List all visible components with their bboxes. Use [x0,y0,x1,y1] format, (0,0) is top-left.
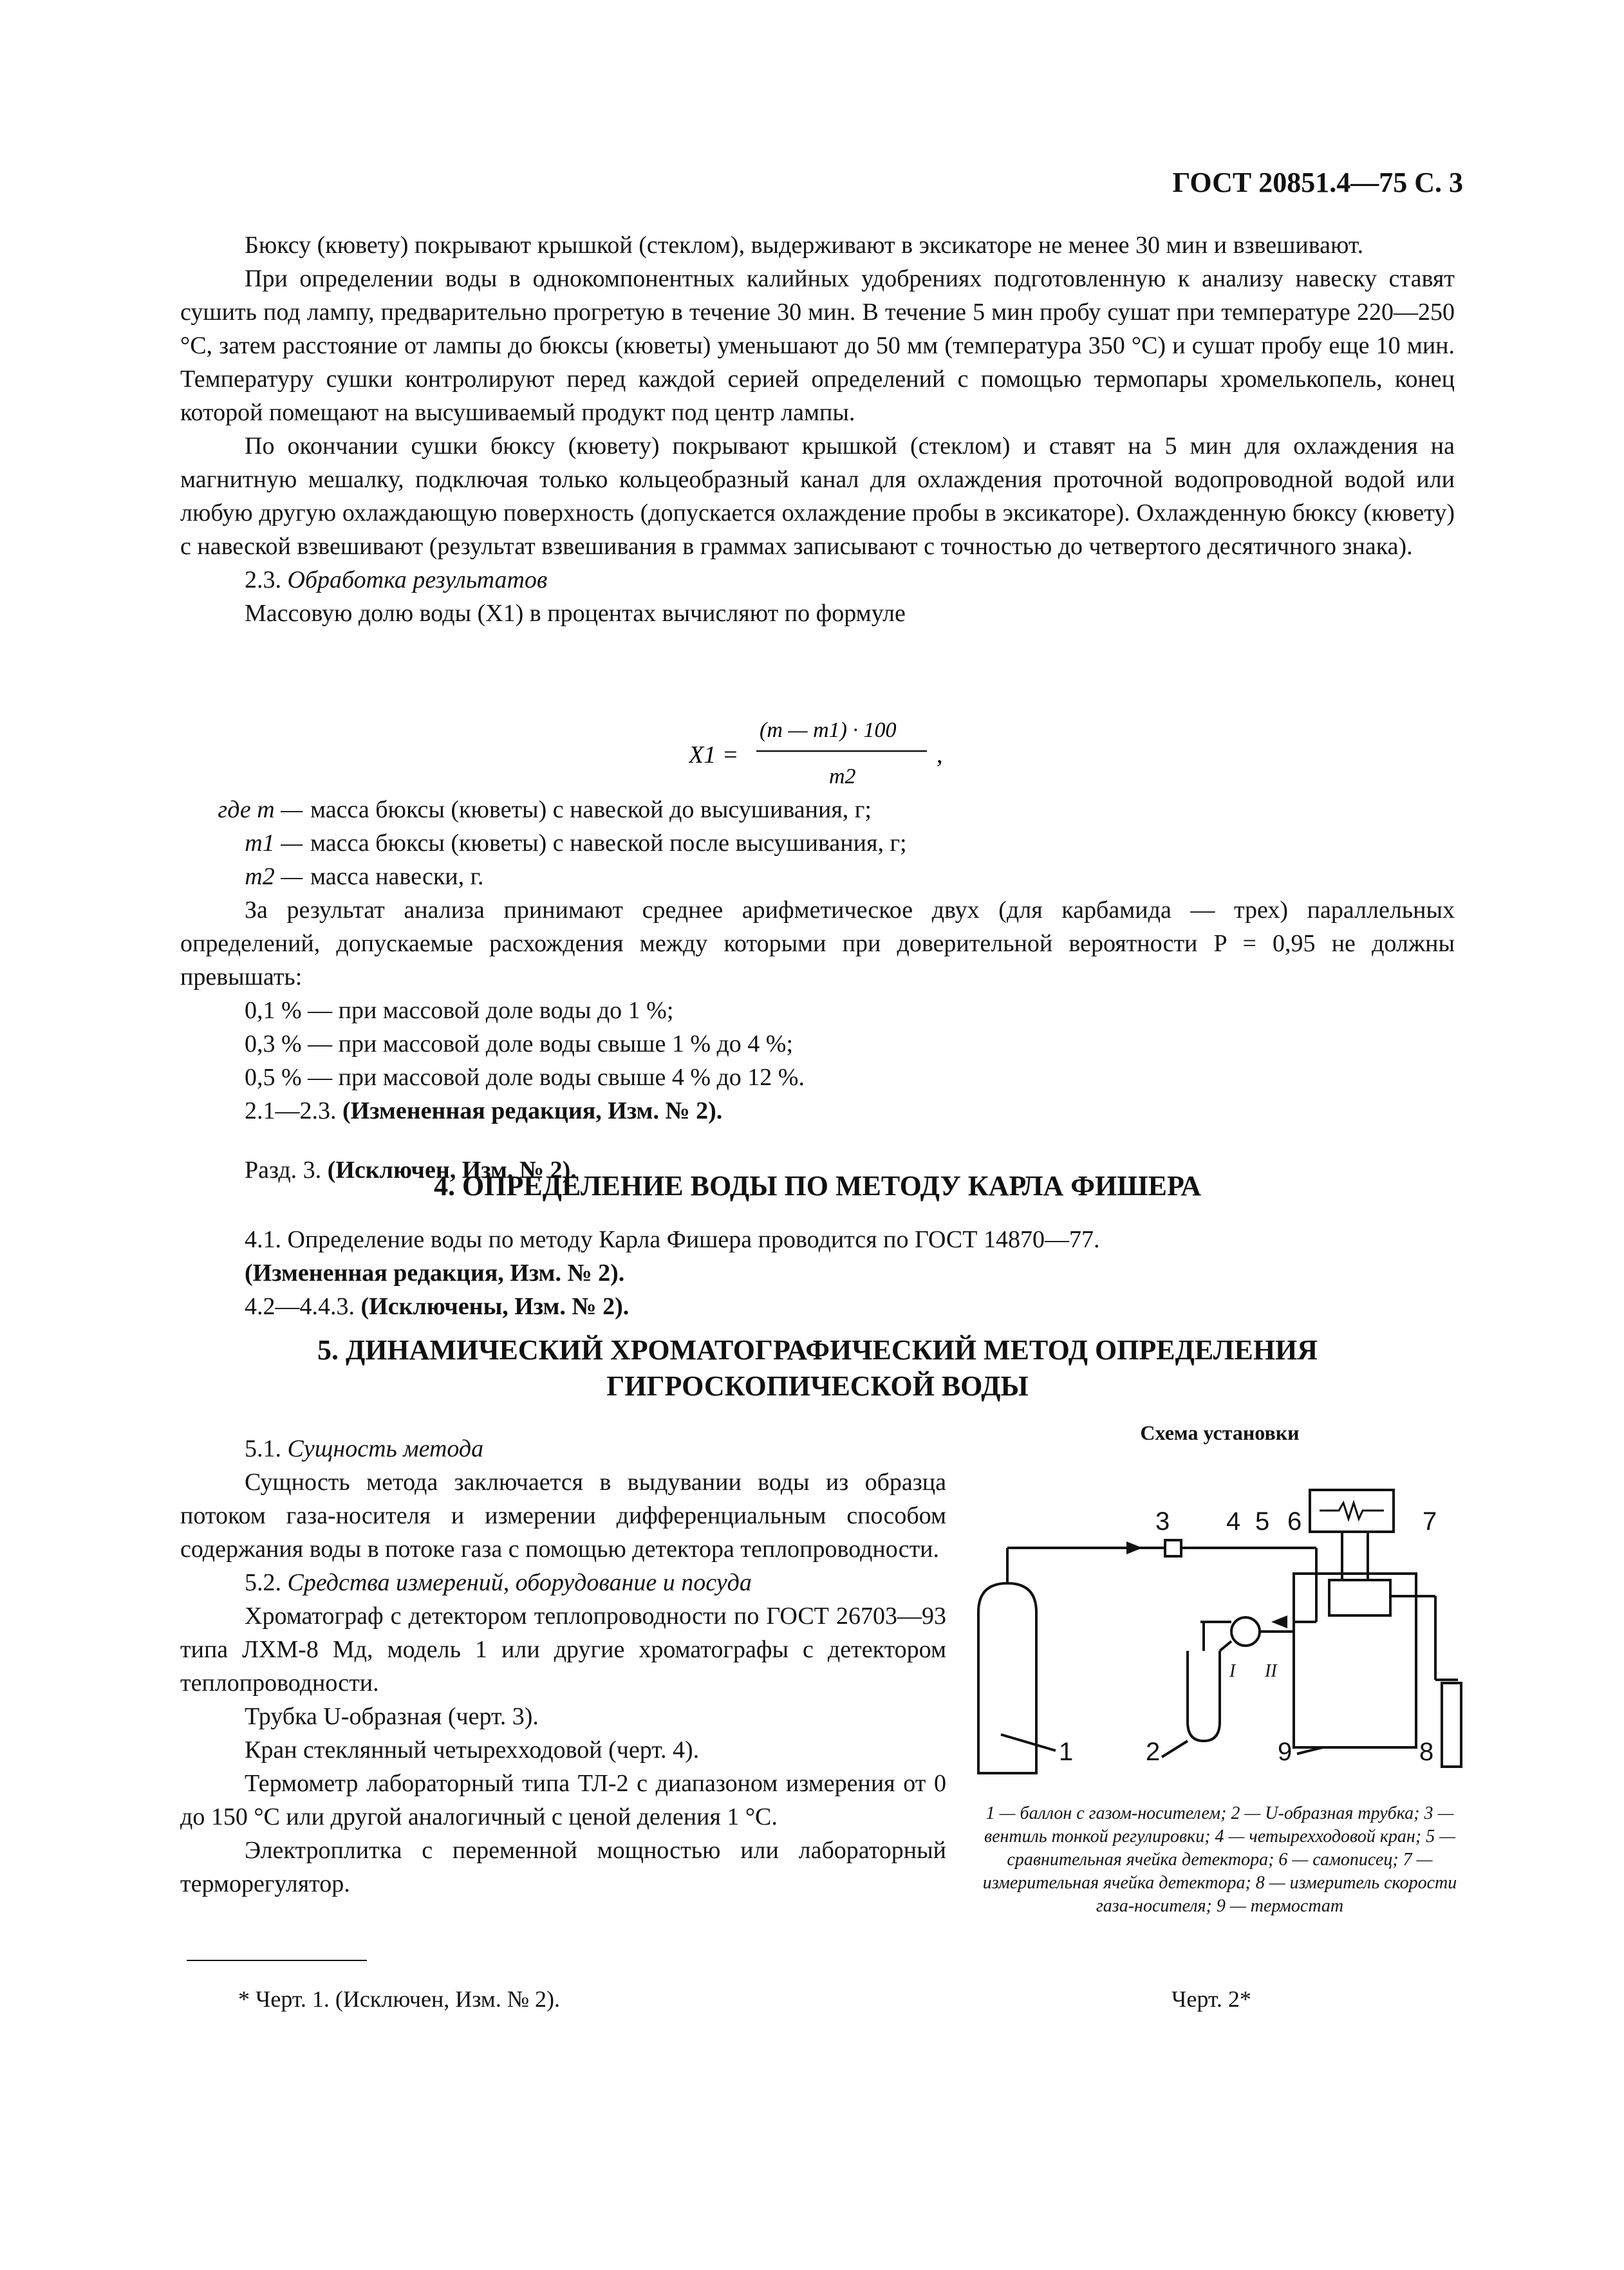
subsection-heading [180,1432,946,1465]
amendment-ref: Разд. 3. [245,1157,322,1184]
subsection-number: 5.1. [245,1435,281,1462]
pipe-line [1220,1641,1231,1651]
formula-tail: , [937,741,943,768]
section-4-body [180,1223,1455,1323]
tolerance-item: 0,5 % — при массовой доле воды свыше 4 % до 12 %. [245,1064,805,1091]
subsection-number: 2.3. [245,566,281,593]
definition-row [180,826,1146,860]
arrow-icon [1271,1615,1287,1628]
formula-lhs: X1 = [689,741,739,768]
four-way-valve-icon [1231,1617,1260,1646]
flowmeter [1442,1683,1461,1767]
subsection-title: Средства измерений, оборудование и посуда [287,1569,752,1596]
subsection-title: Сущность метода [287,1435,484,1462]
leader-line [1162,1741,1188,1757]
tolerance-item: 0,1 % — при массовой доле воды до 1 %; [245,997,674,1024]
amendment-ref: 2.1—2.3. [245,1097,337,1124]
paragraph: Сущность метода заключается в выдувании воды из образца потоком газа-носителя и измерении дифференциальным способом содержания воды в потоке газа с помощью детектора теплопроводности. [180,1469,946,1563]
definition-row [180,860,1146,893]
section-heading-4: 4. ОПРЕДЕЛЕНИЕ ВОДЫ ПО МЕТОДУ КАРЛА ФИШЕРА [434,1170,1201,1202]
tolerance-item: 0,3 % — при массовой доле воды свыше 1 % до 4 %; [245,1030,794,1057]
label-II: II [1265,1661,1277,1681]
label-4: 4 [1226,1507,1241,1536]
definition-symbol: m2 — [245,863,303,890]
body-text-top [180,228,1455,630]
amendment-text: (Исключены, Изм. № 2). [360,1293,630,1320]
section-heading-line: 5. ДИНАМИЧЕСКИЙ ХРОМАТОГРАФИЧЕСКИЙ МЕТОД ОПРЕДЕЛЕНИЯ [317,1334,1318,1366]
equipment-item: Термометр лабораторный типа ТЛ-2 с диапазоном измерения от 0 до 150 °С или другой аналогичный с ценой деления 1 °С. [180,1770,946,1830]
equipment-item: Хроматограф с детектором теплопроводности по ГОСТ 26703—93 типа ЛХМ-8 Мд, модель 1 или другие хроматографы с детектором теплопроводности. [180,1603,946,1697]
paragraph: За результат анализа принимают среднее арифметическое двух (для карбамида — трех) параллельных определений, допускаемые расхождения между которыми при доверительной вероятности P = 0,95 не должны превышать: [180,897,1455,991]
definition-text: масса бюксы (кюветы) с навеской до высушивания, г; [310,796,872,823]
definition-symbol: где m — [218,796,303,823]
definition-text: масса бюксы (кюветы) с навеской после высушивания, г; [310,830,907,857]
label-9: 9 [1278,1738,1293,1766]
subsection-heading [180,563,1455,597]
amendment-text: (Измененная редакция, Изм. № 2). [342,1097,723,1124]
valve-icon [1165,1540,1181,1556]
detector-block [1329,1580,1390,1615]
section-heading-5 [180,1332,1455,1404]
label-8: 8 [1419,1738,1434,1766]
footnote-divider [187,1960,367,1961]
equipment-item: Трубка U-образная (черт. 3). [245,1703,539,1730]
leader-line [1001,1735,1056,1751]
label-I: I [1229,1661,1236,1681]
amendment-note [180,1094,1455,1128]
paragraph: По окончании сушки бюксу (кювету) покрывают крышкой (стеклом) и ставят на 5 мин для охлаждения на магнитную мешалку, подключая только кольцеобразный канал для охлаждения проточной водопроводной водой или любую другую охлаждающую поверхность (допускается охлаждение пробы в эксикаторе). Охлажденную бюксу (кювету) с навеской взвешивают (результат взвешивания в граммах записывают с точностью до четвертого десятичного знака). [180,433,1455,560]
paragraph: Бюксу (кювету) покрывают крышкой (стеклом), выдерживают в эксикаторе не менее 30 мин и взвешивают. [245,232,1364,259]
body-text-middle [180,893,1455,1187]
amendment-text: (Измененная редакция, Изм. № 2). [245,1260,625,1287]
figure-title: Схема установки [1140,1421,1300,1444]
label-5: 5 [1255,1507,1270,1536]
amendment-ref: 4.2—4.4.3. [245,1293,355,1320]
subsection-number: 5.2. [245,1569,281,1596]
arrow-icon [1126,1541,1143,1554]
variable-definitions [180,793,1146,893]
installation-diagram [969,1458,1471,1780]
definition-row [180,793,1146,826]
figure-legend: 1 — баллон с газом-носителем; 2 — U-образная трубка; 3 — вентиль тонкой регулировки; 4 — четырехходовой кран; 5 — сравнительная ячейка детектора; 6 — самописец; 7 — измерительная ячейка детектора; 8 — измеритель скорости газа-носителя; 9 — термостат [982,1803,1457,1916]
thermostat-box [1294,1574,1416,1747]
equipment-item: Электроплитка с переменной мощностью или лабораторный терморегулятор. [180,1837,946,1897]
label-3: 3 [1155,1507,1170,1536]
definition-symbol: m1 — [245,830,303,857]
u-tube [1188,1651,1220,1741]
paragraph: Массовую долю воды (X1) в процентах вычисляют по формуле [245,600,906,627]
recorder-trace [1320,1503,1384,1519]
subsection-heading [180,1566,946,1599]
amendment-note [180,1290,1455,1323]
formula [689,711,972,795]
page-header: ГОСТ 20851.4—75 С. 3 [1172,167,1463,198]
paragraph: При определении воды в однокомпонентных калийных удобрениях подготовленную к анализу навеску ставят сушить под лампу, предварительно прогретую в течение 30 мин. В течение 5 мин пробу сушат при температуре 220—250 °С, затем расстояние от лампы до бюксы (кюветы) уменьшают до 50 мм (температура 350 °С) и сушат пробу еще 10 мин. Температуру сушки контролируют перед каждой серией определений с помощью термопары хромелькопель, конец которой помещают на высушиваемый продукт под центр лампы. [180,265,1455,426]
subsection-title: Обработка результатов [287,566,548,593]
formula-numerator: (m — m1) · 100 [760,718,897,742]
formula-denominator: m2 [829,765,856,788]
paragraph: 4.1. Определение воды по методу Карла Фишера проводится по ГОСТ 14870—77. [245,1226,1100,1253]
footnote: * Черт. 1. (Исключен, Изм. № 2). [238,1986,561,2012]
figure-scheme [969,1421,1471,1918]
definition-text: масса навески, г. [310,863,484,890]
section-heading-line: ГИГРОСКОПИЧЕСКОЙ ВОДЫ [606,1370,1029,1402]
label-7: 7 [1423,1507,1437,1536]
label-2: 2 [1146,1738,1161,1766]
figure-number: Черт. 2* [1171,1986,1251,2012]
amendment-text: (Исключен, Изм. № 2). [327,1157,577,1184]
equipment-item: Кран стеклянный четырехходовой (черт. 4). [245,1736,700,1763]
label-6: 6 [1287,1507,1302,1536]
label-1: 1 [1059,1738,1074,1766]
section-5-body [180,1432,946,1901]
gas-cylinder [978,1583,1036,1773]
